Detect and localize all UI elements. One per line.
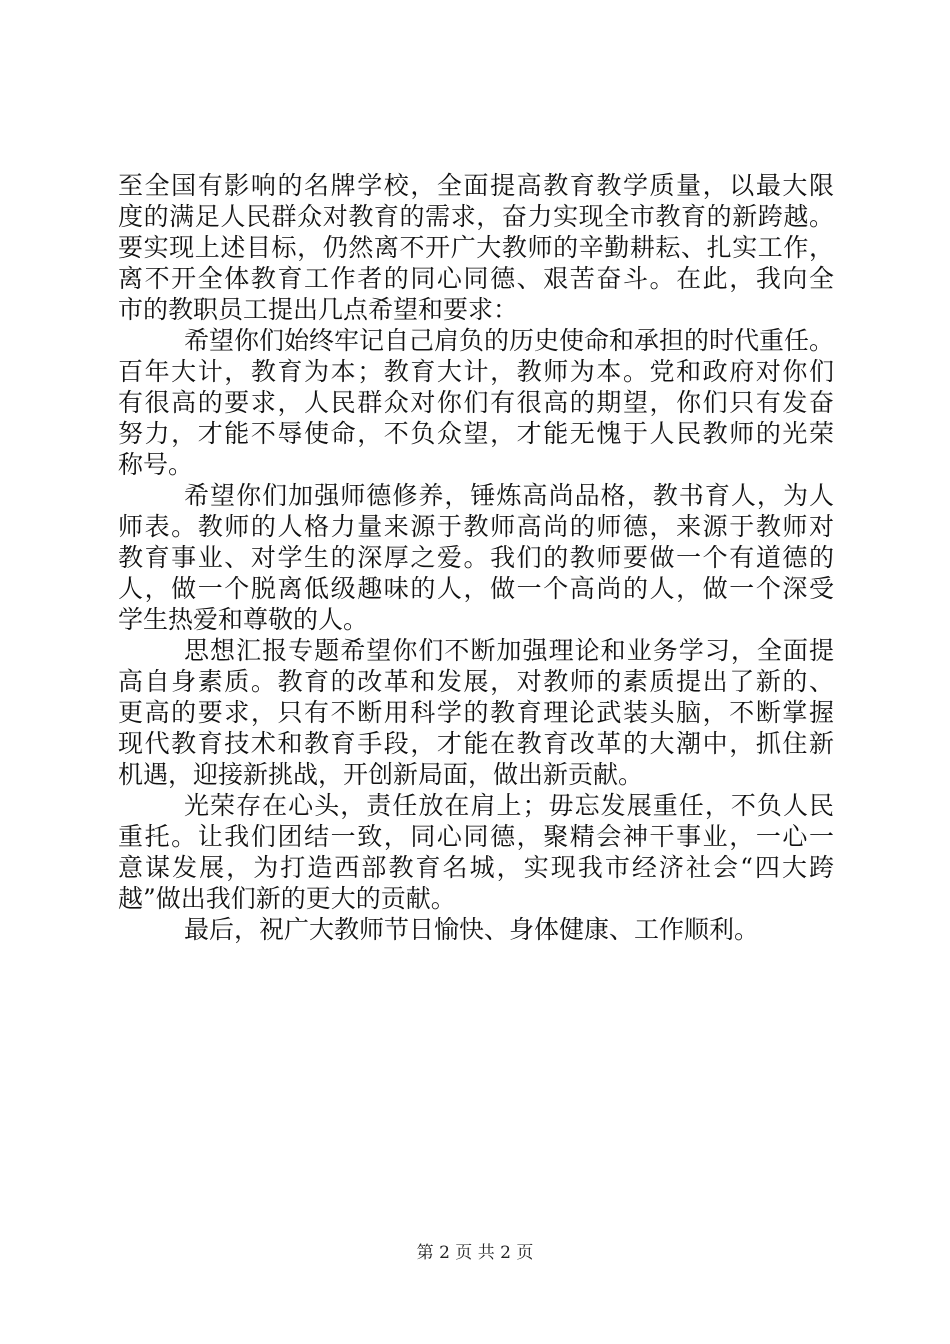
text-line: 高自身素质。教育的改革和发展，对教师的素质提出了新的、 [118, 667, 834, 696]
text-line: 光荣存在心头，责任放在肩上；毋忘发展重任，不负人民 [184, 791, 834, 820]
text-line: 称号。 [118, 450, 194, 479]
text-line: 机遇，迎接新挑战，开创新局面，做出新贡献。 [118, 760, 644, 789]
text-line: 意谋发展，为打造西部教育名城，实现我市经济社会“四大跨 [118, 853, 834, 882]
text-line: 重托。让我们团结一致，同心同德，聚精会神干事业，一心一 [118, 822, 834, 851]
text-line: 最后，祝广大教师节日愉快、身体健康、工作顺利。 [184, 915, 760, 944]
text-line: 师表。教师的人格力量来源于教师高尚的师德，来源于教师对 [118, 512, 834, 541]
text-line: 百年大计，教育为本；教育大计，教师为本。党和政府对你们 [118, 357, 834, 386]
text-line: 现代教育技术和教育手段，才能在教育改革的大潮中，抓住新 [118, 729, 834, 758]
text-line: 思想汇报专题希望你们不断加强理论和业务学习，全面提 [184, 636, 834, 665]
text-line: 度的满足人民群众对教育的需求，奋力实现全市教育的新跨越。 [118, 202, 834, 231]
text-line: 要实现上述目标，仍然离不开广大教师的辛勤耕耘、扎实工作， [118, 233, 834, 262]
text-line: 离不开全体教育工作者的同心同德、艰苦奋斗。在此，我向全 [118, 264, 834, 293]
text-line: 有很高的要求，人民群众对你们有很高的期望，你们只有发奋 [118, 388, 834, 417]
document-body [118, 170, 834, 945]
text-line: 更高的要求，只有不断用科学的教育理论武装头脑，不断掌握 [118, 698, 834, 727]
text-line: 希望你们加强师德修养，锤炼高尚品格，教书育人，为人 [184, 481, 834, 510]
text-line: 人，做一个脱离低级趣味的人，做一个高尚的人，做一个深受 [118, 574, 834, 603]
text-line: 教育事业、对学生的深厚之爱。我们的教师要做一个有道德的 [118, 543, 834, 572]
text-line: 市的教职员工提出几点希望和要求： [118, 295, 519, 324]
text-line: 努力，才能不辱使命，不负众望，才能无愧于人民教师的光荣 [118, 419, 834, 448]
text-line: 至全国有影响的名牌学校，全面提高教育教学质量，以最大限 [118, 171, 834, 200]
text-line: 学生热爱和尊敬的人。 [118, 605, 369, 634]
text-line: 越”做出我们新的更大的贡献。 [118, 884, 456, 913]
text-line: 希望你们始终牢记自己肩负的历史使命和承担的时代重任。 [184, 326, 834, 355]
page-footer: 第 2 页 共 2 页 [416, 1243, 534, 1263]
